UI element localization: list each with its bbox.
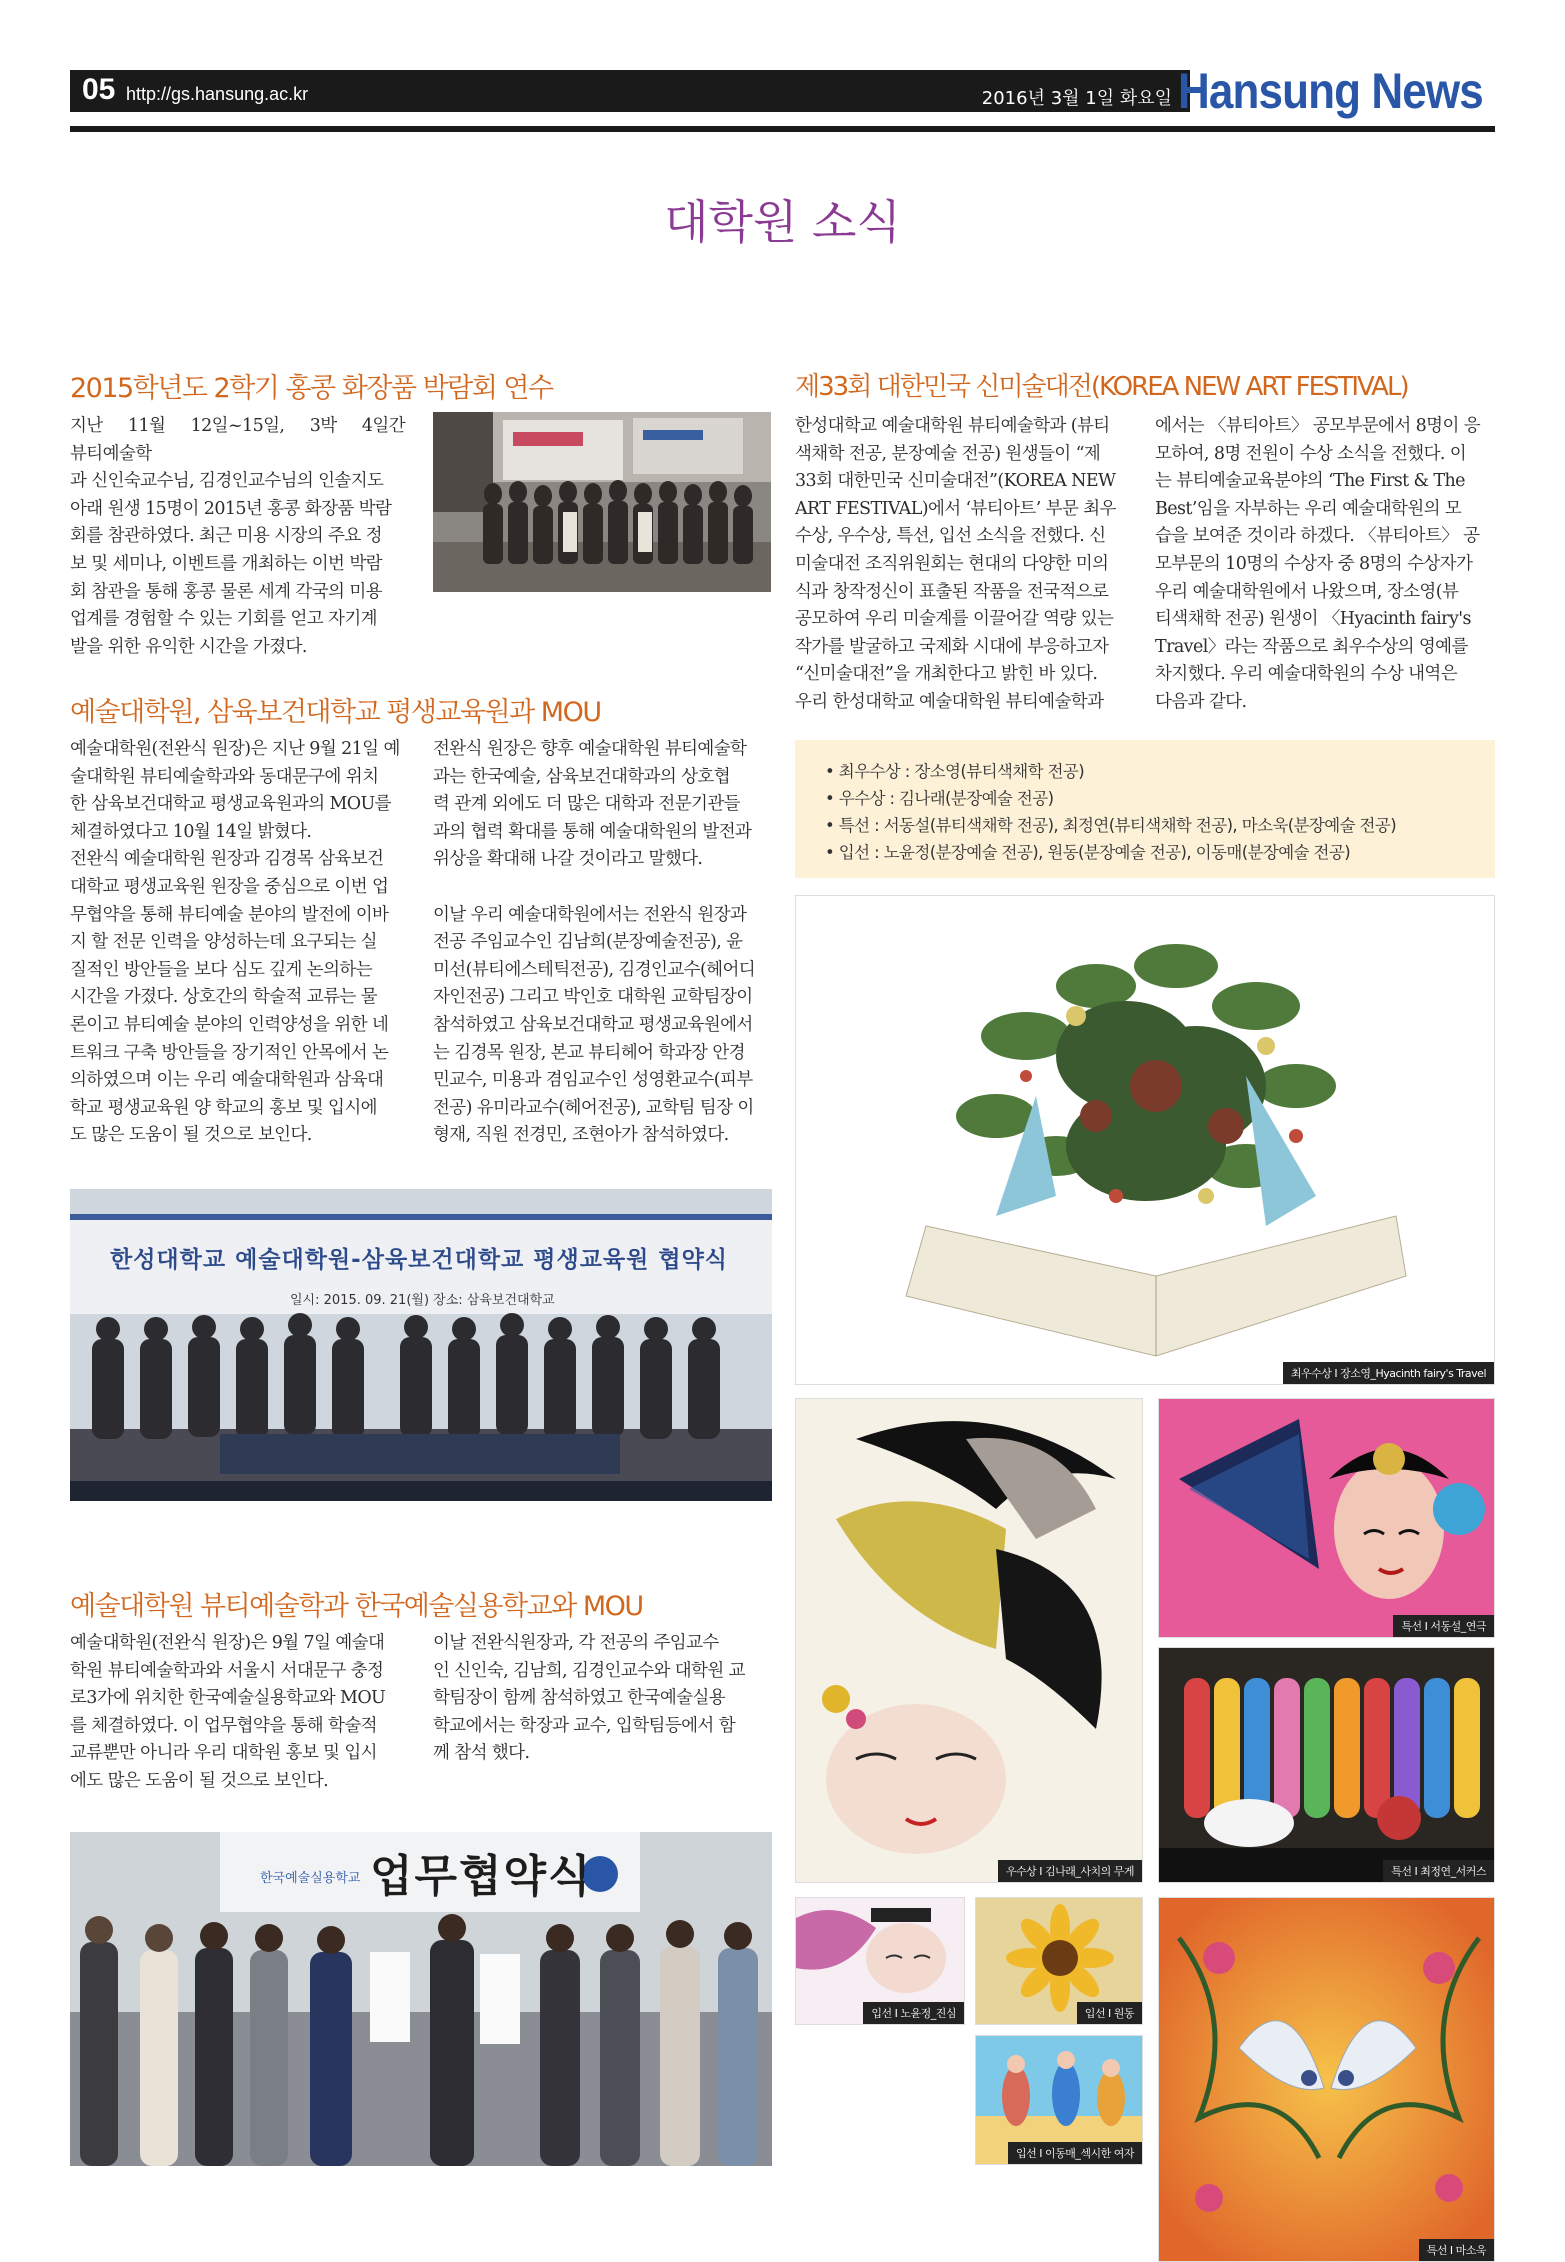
award-item: • 최우수상 : 장소영(뷰티색채학 전공) xyxy=(825,762,1085,781)
text-line: 습을 보여준 것이라 하겠다. 〈뷰티아트〉 공 xyxy=(1155,526,1480,547)
photo-samyook-ceremony xyxy=(70,1189,772,1501)
text-line: 예술대학원(전완식 원장)은 9월 7일 예술대 xyxy=(70,1633,385,1653)
artwork-seodong xyxy=(1158,1398,1495,1638)
text-line: 력 관계 외에도 더 많은 대학과 전문기관들 xyxy=(433,794,740,815)
article-heading-kart: 예술대학원 뷰티예술학과 한국예술실용학교와 MOU xyxy=(70,1591,643,1622)
text-line: 미선(뷰티에스테틱전공), 김경인교수(헤어디 xyxy=(433,959,756,980)
artwork-main xyxy=(795,895,1495,1385)
awards-list-box xyxy=(795,740,1495,878)
award-item: • 우수상 : 김나래(분장예술 전공) xyxy=(825,789,1054,808)
artwork-caption: 입선 I 이동매_섹시한 여자 xyxy=(1008,2142,1142,2164)
text-line: 공모하여 우리 미술계를 이끌어갈 역량 있는 xyxy=(795,609,1114,630)
text-line: ART FESTIVAL)에서 ‘뷰티아트’ 부문 최우 xyxy=(795,498,1116,519)
text-line: 아래 원생 15명이 2015년 홍콩 화장품 박람 xyxy=(70,498,392,519)
text-line: 지난 11월 12일~15일, 3박 4일간 뷰티예술학 xyxy=(70,416,405,464)
text-line: 차지했다. 우리 예술대학원의 수상 내역은 xyxy=(1155,664,1457,685)
text-line: 학원 뷰티예술학과와 서울시 서대문구 충정 xyxy=(70,1660,384,1681)
artwork-ma-illustration xyxy=(1159,1898,1495,2262)
text-line: 체결하였다고 10월 14일 밝혔다. xyxy=(70,821,312,842)
text-line: 색채학 전공, 분장예술 전공) 원생들이 “제 xyxy=(795,443,1101,464)
artwork-caption: 입선 I 노윤정_진심 xyxy=(863,2002,964,2024)
text-line: 회 참관을 통해 홍콩 물론 세계 각국의 미용 xyxy=(70,581,382,602)
text-line: 작가를 발굴하고 국제화 시대에 부응하고자 xyxy=(795,636,1109,657)
artwork-ma xyxy=(1158,1897,1495,2262)
photo-banner-text: 한성대학교 예술대학원-삼육보건대학교 평생교육원 협약식 xyxy=(110,1247,729,1273)
text-line: 학교에서는 학장과 교수, 입학팀등에서 함 xyxy=(433,1715,735,1736)
text-line: 형재, 직원 전경민, 조현아가 참석하였다. xyxy=(433,1125,729,1146)
text-line: 전완식 예술대학원 원장과 김경목 삼육보건 xyxy=(70,849,384,870)
brand-logo: Hansung News xyxy=(1178,63,1483,119)
artwork-noh xyxy=(795,1897,965,2025)
photo-kart-ceremony xyxy=(70,1832,772,2166)
artwork-caption: 우수상 I 김나래_사치의 무게 xyxy=(998,1860,1142,1882)
text-line: 업계를 경험할 수 있는 기회를 얻고 자기계 xyxy=(70,609,377,630)
text-line: 지 할 전문 인력을 양성하는데 요구되는 실 xyxy=(70,932,377,953)
text-line: 께 참석 했다. xyxy=(433,1743,530,1764)
photo-school-name: 한국예술실용학교 xyxy=(260,1871,361,1886)
article-heading-hongkong: 2015학년도 2학기 홍콩 화장품 박람회 연수 xyxy=(70,373,553,404)
article-body-hongkong xyxy=(70,413,405,661)
article-heading-art-festival: 제33회 대한민국 신미술대전(KOREA NEW ART FESTIVAL) xyxy=(795,372,1408,402)
text-line: 위상을 확대해 나갈 것이라고 말했다. xyxy=(433,849,703,870)
text-line: 인 신인숙, 김남희, 김경인교수와 대학원 교 xyxy=(433,1660,745,1681)
text-line: 과 신인숙교수님, 김경인교수님의 인솔지도 xyxy=(70,471,384,492)
text-line: 전완식 원장은 향후 예술대학원 뷰티예술학 xyxy=(433,739,747,759)
text-line: 전공) 유미라교수(헤어전공), 교학팀 팀장 이 xyxy=(433,1097,754,1118)
artwork-caption: 특선 I 서동설_연극 xyxy=(1393,1615,1494,1637)
text-line: 우리 한성대학교 예술대학원 뷰티예술학과 xyxy=(795,691,1104,712)
text-line: 보 및 세미나, 이벤트를 개최하는 이번 박람 xyxy=(70,553,382,574)
text-line: 모하여, 8명 전원이 수상 소식을 전했다. 이 xyxy=(1155,443,1467,464)
text-line: 회를 참관하였다. 최근 미용 시장의 주요 정 xyxy=(70,526,382,547)
text-line: 무협약을 통해 뷰티예술 분야의 발전에 이바 xyxy=(70,904,389,925)
text-line: 대학교 평생교육원 원장을 중심으로 이번 업 xyxy=(70,876,389,897)
award-item: • 입선 : 노윤정(분장예술 전공), 원동(분장예술 전공), 이동매(분장예술 전공) xyxy=(825,843,1351,862)
text-line: 과는 한국예술, 삼육보건대학과의 상호협 xyxy=(433,766,731,787)
text-line: 로3가에 위치한 한국예술실용학교와 MOU xyxy=(70,1688,386,1709)
text-line: 미술대전 조직위원회는 현대의 다양한 미의 xyxy=(795,553,1109,574)
article-body-kart-col2 xyxy=(433,1630,771,1768)
artwork-kimnarae-illustration xyxy=(796,1399,1143,1883)
text-line: 트워크 구축 방안들을 장기적인 안목에서 논 xyxy=(70,1042,389,1063)
text-line: 질적인 방안들을 보다 심도 깊게 논의하는 xyxy=(70,959,372,980)
text-line: “신미술대전”을 개최한다고 밝힌 바 있다. xyxy=(795,664,1098,685)
section-title: 대학원 소식 xyxy=(664,195,901,249)
text-line: Travel〉라는 작품으로 최우수상의 영예를 xyxy=(1155,636,1468,657)
artwork-choi-illustration xyxy=(1159,1648,1495,1883)
text-line: 과의 협력 확대를 통해 예술대학원의 발전과 xyxy=(433,821,752,842)
page-number: 05 xyxy=(82,73,116,106)
text-line: 에도 많은 도움이 될 것으로 보인다. xyxy=(70,1770,329,1791)
issue-date: 2016년 3월 1일 화요일 xyxy=(981,88,1172,109)
text-line: 우리 예술대학원에서 나왔으며, 장소영(뷰 xyxy=(1155,581,1459,602)
text-line: 참석하였고 삼육보건대학교 평생교육원에서 xyxy=(433,1014,753,1035)
text-line: 자인전공) 그리고 박인호 대학원 교학팀장이 xyxy=(433,987,753,1008)
text-line: 이날 전완식원장과, 각 전공의 주임교수 xyxy=(433,1633,719,1653)
photo-hongkong-illustration xyxy=(433,412,771,592)
artwork-kimnarae xyxy=(795,1398,1143,1883)
text-line: 한성대학교 예술대학원 뷰티예술학과 (뷰티 xyxy=(795,416,1110,436)
photo-banner-subtext: 일시: 2015. 09. 21(월) 장소: 삼육보건대학교 xyxy=(290,1293,555,1308)
text-line: 전공 주임교수인 김남희(분장예술전공), 윤 xyxy=(433,932,743,953)
text-line: 식과 창작정신이 표출된 작품을 전국적으로 xyxy=(795,581,1109,602)
article-body-samyook-col2 xyxy=(433,736,771,1150)
text-line: 의하였으며 이는 우리 예술대학원과 삼육대 xyxy=(70,1070,384,1091)
artwork-won xyxy=(975,1897,1143,2025)
text-line: Best’임을 자부하는 우리 예술대학원의 모 xyxy=(1155,498,1462,519)
text-line: 다음과 같다. xyxy=(1155,691,1247,712)
header-rule xyxy=(70,126,1495,132)
artwork-caption: 입선 I 원동 xyxy=(1077,2002,1142,2024)
text-line: 시간을 가졌다. 상호간의 학술적 교류는 물 xyxy=(70,987,377,1008)
text-line: 는 뷰티예술교육분야의 ‘The First & The xyxy=(1155,471,1465,492)
article-body-kart-col1 xyxy=(70,1630,415,1796)
text-line: 학교 평생교육원 양 학교의 홍보 및 입시에 xyxy=(70,1097,377,1118)
artwork-caption: 최우수상 I 장소영_Hyacinth fairy's Travel xyxy=(1283,1362,1494,1384)
article-body-samyook-col1 xyxy=(70,736,415,1150)
text-line: 론이고 뷰티예술 분야의 인력양성을 위한 네 xyxy=(70,1014,389,1035)
text-line: 는 김경목 원장, 본교 뷰티헤어 학과장 안경 xyxy=(433,1042,745,1063)
text-line: 발을 위한 유익한 시간을 가졌다. xyxy=(70,636,307,657)
article-heading-samyook: 예술대학원, 삼육보건대학교 평생교육원과 MOU xyxy=(70,697,601,728)
text-line: 한 삼육보건대학교 평생교육원과의 MOU를 xyxy=(70,794,391,815)
text-line: 교류뿐만 아니라 우리 대학원 홍보 및 입시 xyxy=(70,1743,377,1764)
photo-banner-text: 업무협약식 xyxy=(370,1851,593,1902)
artwork-caption: 특선 I 최정연_서커스 xyxy=(1383,1860,1494,1882)
text-line: 모부문의 10명의 수상자 중 8명의 수상자가 xyxy=(1155,553,1473,574)
artwork-main-illustration xyxy=(796,896,1495,1385)
artwork-caption: 특선 I 마소욱 xyxy=(1419,2239,1494,2261)
text-line: 33회 대한민국 신미술대전”(KOREA NEW xyxy=(795,471,1116,492)
text-line: 민교수, 미용과 겸임교수인 성영환교수(피부 xyxy=(433,1070,753,1091)
text-line: 학팀장이 함께 참석하였고 한국예술실용 xyxy=(433,1688,726,1709)
text-line: 에서는 〈뷰티아트〉 공모부문에서 8명이 응 xyxy=(1155,416,1481,436)
article-body-art-festival-col1 xyxy=(795,413,1135,717)
text-line: 술대학원 뷰티예술학과와 동대문구에 위치 xyxy=(70,766,379,787)
artwork-choi xyxy=(1158,1647,1495,1883)
text-line: 를 체결하였다. 이 업무협약을 통해 학술적 xyxy=(70,1715,377,1736)
text-line: 도 많은 도움이 될 것으로 보인다. xyxy=(70,1125,312,1146)
text-line: 예술대학원(전완식 원장)은 지난 9월 21일 예 xyxy=(70,739,400,759)
text-line: 수상, 우수상, 특선, 입선 소식을 전했다. 신 xyxy=(795,526,1106,547)
text-line: 티색채학 전공) 원생이 〈Hyacinth fairy's xyxy=(1155,609,1471,630)
artwork-seodong-illustration xyxy=(1159,1399,1495,1638)
artwork-lee xyxy=(975,2035,1143,2165)
site-url-link[interactable]: http://gs.hansung.ac.kr xyxy=(126,84,309,104)
article-body-art-festival-col2 xyxy=(1155,413,1495,717)
text-line: 이날 우리 예술대학원에서는 전완식 원장과 xyxy=(433,904,747,925)
award-item: • 특선 : 서동설(뷰티색채학 전공), 최정연(뷰티색채학 전공), 마소욱(분장예술 전공) xyxy=(825,816,1397,835)
photo-samyook-illustration xyxy=(70,1189,772,1501)
photo-hongkong-group xyxy=(433,412,771,592)
